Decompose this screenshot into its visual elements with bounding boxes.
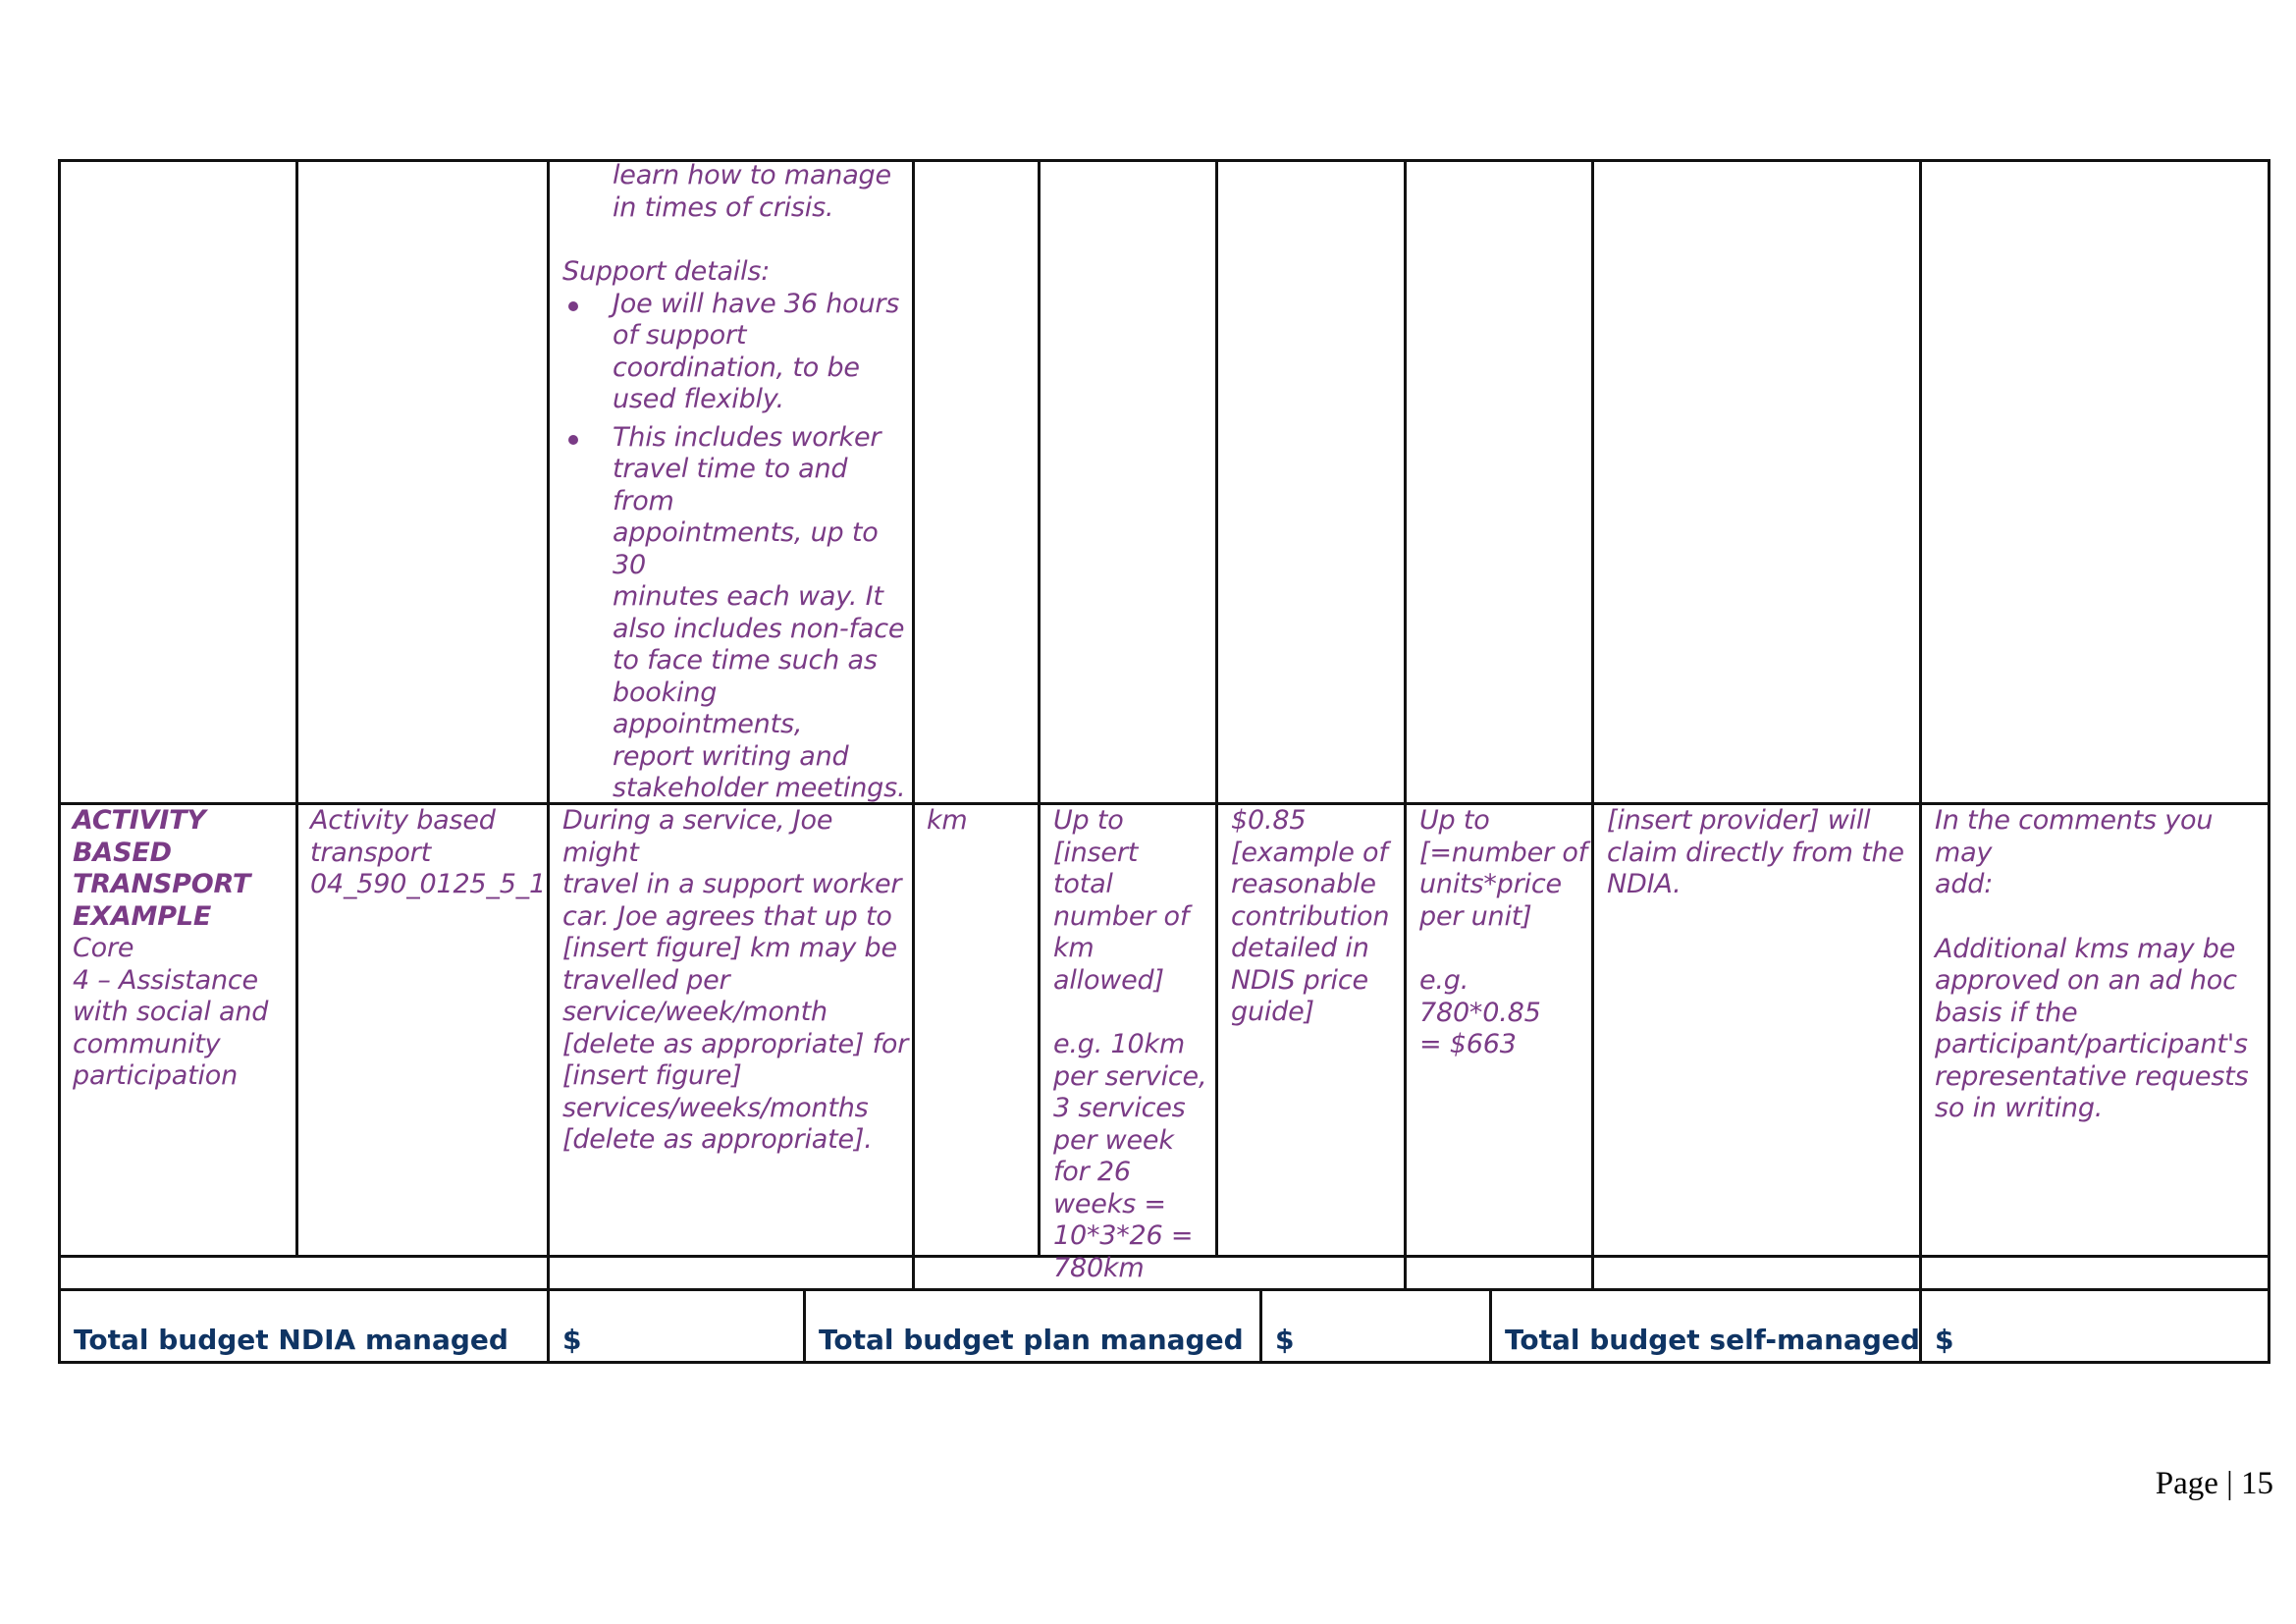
category-title: EXAMPLE — [73, 900, 212, 932]
category-cell — [73, 805, 294, 1093]
total-ndia-label: Total budget NDIA managed — [74, 1324, 508, 1356]
description-cell: During a service, Joe might travel in a support worker car. Joe agrees that up to [insert figure] km may be travelled per service/week/month [delete as appropriate] for [insert figure] services/weeks/months [delete as appropriate]. — [562, 805, 909, 1155]
category-text: community — [73, 1028, 221, 1059]
support-details-list — [562, 289, 906, 805]
bullet-item: This includes worker travel time to and from appointments, up to 30 minutes each way. It also includes non-face to face time such as booking appointments, report writing and stakeholder meetings. — [562, 422, 906, 805]
quantity-cell: Up to [insert total number of km allowed] e.g. 10km per service, 3 services per week for 26 weeks = 10*3*26 = 780km — [1053, 805, 1207, 1283]
category-text: 4 – Assistance — [73, 964, 258, 996]
purpose-line: in times of crisis. — [613, 191, 834, 223]
comments-cell: In the comments you may add: Additional kms may be approved on an ad hoc basis if the participant/participant's representative requests so in writing. — [1935, 805, 2249, 1123]
total-cell: Up to [=number of units*price per unit] e.g. 780*0.85 = $663 — [1419, 805, 1587, 1059]
total-self-value[interactable]: $ — [1935, 1324, 1954, 1356]
category-text: Core — [73, 933, 134, 963]
category-title: BASED — [73, 837, 172, 868]
category-text: participation — [73, 1060, 239, 1091]
category-title: TRANSPORT — [73, 869, 251, 899]
price-cell: $0.85 [example of reasonable contribution detailed in NDIS price guide] — [1231, 805, 1390, 1027]
page-number: Page | 15 — [2155, 1466, 2273, 1501]
total-plan-value[interactable]: $ — [1275, 1324, 1295, 1356]
total-self-label: Total budget self-managed — [1505, 1324, 1920, 1356]
support-purpose-cell — [562, 160, 906, 805]
category-text: with social and — [73, 997, 269, 1027]
unit-cell: km — [927, 805, 968, 836]
provider-cell: [insert provider] will claim directly from the NDIA. — [1607, 805, 1904, 899]
purpose-line: learn how to manage — [613, 160, 891, 190]
bullet-item: Joe will have 36 hours of support coordination, to be used flexibly. — [562, 289, 906, 416]
total-plan-label: Total budget plan managed — [819, 1324, 1244, 1356]
support-details-label: Support details: — [562, 256, 771, 287]
category-title: ACTIVITY — [73, 805, 206, 836]
support-item-cell: Activity based transport 04_590_0125_5_1 — [310, 805, 546, 899]
total-ndia-value[interactable]: $ — [562, 1324, 582, 1356]
